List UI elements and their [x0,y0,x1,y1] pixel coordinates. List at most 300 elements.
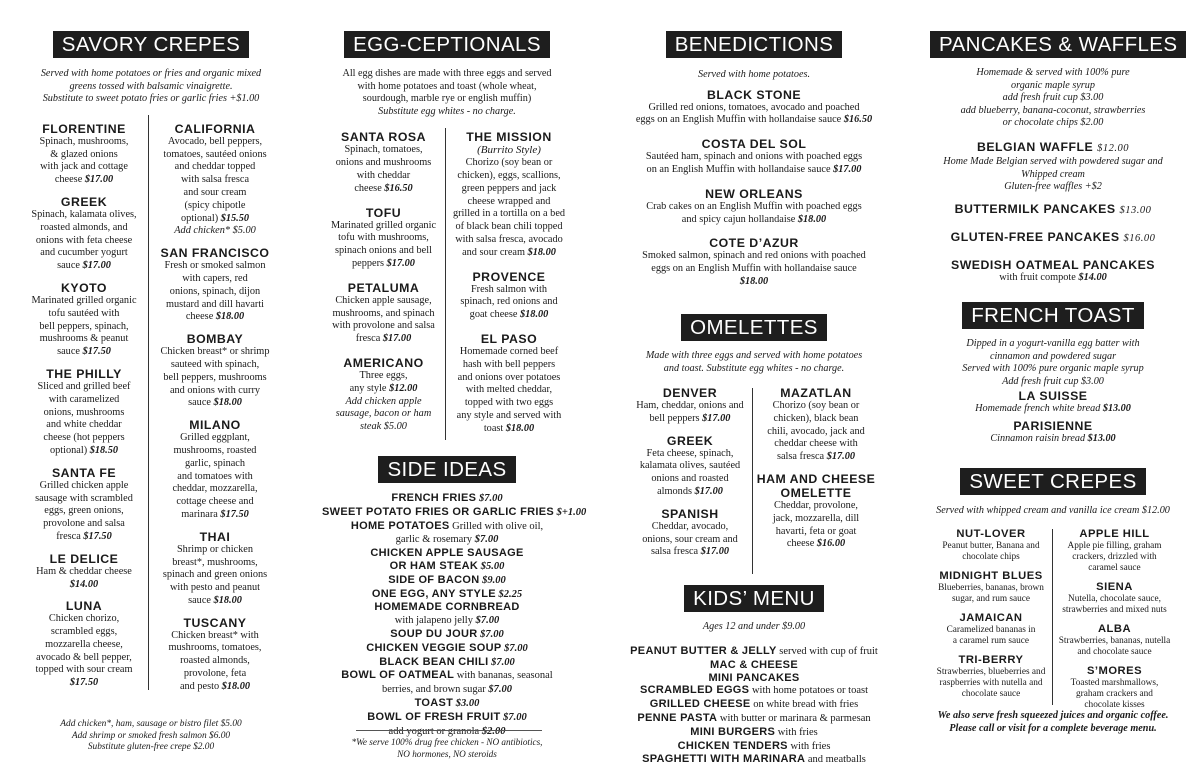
swedish-pancakes-item [930,258,1176,285]
sweet-crepe-name: NUT-LOVER [956,528,1026,540]
menu-item-desc: onions, mushrooms [43,406,125,418]
kids-note: Ages 12 and under $9.00 [702,621,806,632]
menu-item-name: LUNA [65,599,103,614]
side-item-price: $2.00 [479,725,506,737]
menu-item-name: THE PHILLY [46,366,122,381]
menu-item-name: NEW ORLEANS [705,186,803,201]
kids-item-desc: with home potatoes or toast [749,685,869,697]
chicken-footnote-1: *We serve 100% drug free chicken - NO antibiotics, [351,737,543,747]
menu-item-desc: and white cheddar [46,419,122,431]
menu-item-desc: Marinated grilled organic [31,294,137,306]
kids-item-desc: served with cup of fruit [776,646,878,657]
menu-item-desc: Grilled chicken apple [39,479,129,491]
menu-item-desc: sauce [188,397,214,409]
side-item-price: $7.00 [476,493,503,504]
side-item-name: SWEET POTATO FRIES OR GARLIC FRIES [322,505,555,518]
menu-item-desc: Feta cheese, spinach, [646,447,734,459]
menu-item-price: $18.00 [520,309,549,321]
sweet-crepe-desc: crackers, drizzled with [1072,552,1157,562]
kids-item-name: CHICKEN TENDERS [677,739,788,752]
menu-item-desc: Chicken breast* or shrimp [160,346,270,358]
menu-item-price: $17.00 [386,257,415,269]
menu-item-desc: and sour cream [183,186,247,198]
menu-item-desc: roasted almonds, and [40,221,128,233]
sweet-crepe-name: TRI-BERRY [958,654,1024,666]
menu-item-desc: avocado & bell pepper, [36,651,132,663]
sweet-crepe-item [1053,622,1176,658]
kids-item-name: PEANUT BUTTER & JELLY [630,645,777,657]
omelettes-left-list [628,386,752,574]
menu-item-desc: Ham & cheddar cheese [36,565,132,577]
menu-item [20,552,148,592]
menu-item-last-line [149,595,281,608]
menu-item-desc: salsa fresca [776,451,827,463]
menu-item-desc: Homemade corned beef [459,345,559,357]
menu-item-desc: spinach, red onions and [460,296,558,308]
menu-item-price: $17.50 [69,677,99,689]
side-item [322,642,572,656]
menu-item-name: PETALUMA [347,280,420,295]
menu-item-price: $17.00 [826,451,856,463]
side-item-name: SIDE OF BACON [388,573,480,586]
menu-item-desc: Fresh or smoked salmon [164,260,266,272]
menu-item-desc: eggs on an English Muffin with hollandaise sauce [651,263,857,275]
side-item [322,601,572,614]
french-note-4: Add fresh fruit cup $3.00 [1002,375,1104,387]
parisienne-price: $13.00 [1087,432,1116,444]
menu-item [149,332,281,410]
menu-item-desc: salsa fresca [650,546,701,558]
sweet-crepe-item [1053,527,1176,574]
side-item [322,505,587,520]
savory-footnote-1: Add chicken*, ham, sausage or bistro filet $5.00 [60,719,242,729]
menu-item-last-line [149,681,281,694]
menu-item-last-line [628,214,880,227]
menu-item-addon: Add chicken apple [345,395,422,407]
buttermilk-price: $13.00 [1119,204,1152,216]
menu-item-desc: and onions over potatoes [457,371,561,383]
menu-item-price: $17.50 [83,530,112,542]
bene-note: Served with home potatoes. [697,69,811,80]
side-item-price: $2.25 [495,588,523,600]
kids-item [616,726,892,740]
side-item-name: TOAST [414,696,454,709]
menu-item-price: $18.50 [89,444,119,456]
parisienne-desc: Cinnamon raisin bread [990,432,1086,444]
kids-item-desc: with fries [787,740,831,752]
menu-item-name: KYOTO [60,280,107,295]
benedictions-column [628,0,880,778]
menu-item-last-line [149,397,281,410]
menu-item-last-line [753,538,879,551]
side-item [322,614,572,628]
parisienne-name: PARISIENNE [1013,418,1093,433]
sweet-crepe-desc: Apple pie filling, graham [1067,541,1162,551]
french-note-3: Served with 100% pure organic maple syrup [962,363,1144,375]
beverage-note-2: Please call or visit for a complete beverage menu. [949,722,1157,734]
side-item-price: $7.00 [485,684,513,696]
menu-item-desc: Sautéed ham, spinach and onions with poached eggs [645,151,863,163]
menu-item-desc: optional) [49,444,90,456]
menu-item-name: COSTA DEL SOL [701,137,807,152]
menu-item-desc: mushrooms, tomatoes, [168,642,262,654]
buttermilk-name: BUTTERMILK PANCAKES [954,201,1116,216]
side-item-price: $5.00 [478,560,505,572]
menu-item-name: GREEK [60,194,108,209]
menu-item-desc: and pesto [179,680,222,692]
side-item [322,669,572,683]
omelettes-right-list [753,386,879,574]
menu-item-desc: sausage with scrambled [35,492,133,504]
menu-item-price: $18.00 [505,422,535,434]
menu-item-price: $18.00 [213,397,242,409]
belgian-waffle-item [930,140,1176,194]
menu-item-name: COTE D’AZUR [709,236,799,251]
menu-item-name: LE DELICE [49,551,119,566]
menu-item-price: $18.00 [215,311,245,323]
menu-item-desc: Spinach, mushrooms, [39,135,129,147]
pancakes-note-4: add blueberry, banana-coconut, strawberries [960,104,1146,116]
menu-item-desc: on an English Muffin with hollandaise sauce [646,163,834,175]
menu-item-desc: cheese [354,182,385,194]
menu-item-last-line [628,114,880,127]
menu-item-desc: & glazed onions [50,148,118,160]
menu-item-desc: roasted almonds, [180,655,250,667]
menu-item-last-line [20,260,148,273]
side-item-name: CHICKEN VEGGIE SOUP [366,641,502,654]
menu-item-last-line [628,413,752,426]
menu-item-last-line [628,486,752,499]
menu-item-desc: jack, mozzarella, dill [772,512,860,524]
menu-item-desc: Avocado, bell peppers, [167,135,263,147]
kids-item [616,672,892,685]
menu-item-desc: spinach and green onions [162,569,268,581]
menu-item [20,466,148,544]
kids-item-desc: with fries [775,726,818,738]
swedish-name: SWEDISH OATMEAL PANCAKES [951,257,1155,272]
pancakes-header: PANCAKES & WAFFLES [930,31,1186,58]
side-item [322,560,572,574]
sweet-crepe-desc: raspberries with nutella and [939,678,1043,688]
kids-menu-list [616,645,892,767]
kids-item-name: GRILLED CHEESE [649,698,751,711]
menu-item-name: PROVENCE [472,269,546,284]
savory-left-list [20,111,148,694]
side-ideas-list [322,492,587,738]
menu-item-last-line [149,509,281,522]
menu-item-desc: sauce [57,346,83,358]
menu-item-desc: Shrimp or chicken [176,543,254,555]
sweet-right-list [1053,527,1176,711]
side-item-price: $7.00 [488,656,515,668]
menu-item-desc: (spicy chipotle [184,199,246,211]
benedictions-header: BENEDICTIONS [666,31,843,58]
side-item-price: $7.00 [472,615,500,627]
menu-item-last-line [20,174,148,187]
chicken-footnote-2: NO hormones, NO steroids [397,748,497,759]
side-item-price: $+1.00 [554,506,587,518]
menu-item-desc: Cheddar, provolone, [774,499,858,511]
side-item-price: $3.00 [453,697,480,709]
side-item [322,520,572,534]
sweet-left-list [930,527,1052,711]
menu-item-desc: Marinated grilled organic [330,219,437,231]
side-item-desc: add yogurt or granola [388,725,480,737]
menu-item-desc: cheese (hot peppers [43,432,125,444]
menu-item-desc: topped with sour cream [35,664,133,676]
menu-item-desc: chili, avocado, jack and [767,425,865,437]
pancakes-note-3: add fresh fruit cup $3.00 [1002,92,1104,104]
menu-item [20,367,148,458]
menu-item-desc: sauce [188,594,214,606]
menu-item-last-line [149,213,281,226]
menu-item-desc: havarti, feta or goat [775,525,857,537]
side-item-price: $7.00 [477,628,504,640]
savory-note-3: Substitute to sweet potato fries or garlic fries +$1.00 [42,93,260,105]
sweet-crepe-desc: and chocolate sauce [1077,647,1152,657]
menu-item-desc: bell peppers [649,412,703,424]
gluten-free-pancakes-item [930,230,1176,246]
sweet-crepe-item [930,653,1052,700]
egg-note-1: All egg dishes are made with three eggs and served [342,68,552,79]
menu-item-name: HAM AND CHEESE OMELETTE [756,471,876,500]
sweet-crepe-desc: chocolate sauce [961,689,1021,699]
menu-item-desc: tofu sautéed with [48,307,120,319]
menu-item-price: $17.50 [82,346,111,358]
side-item [322,697,572,711]
menu-item-desc: garlic, spinach [184,457,246,469]
side-item [322,492,572,506]
kids-item-desc: with butter or marinara & parmesan [717,712,871,724]
menu-item-name: EL PASO [480,331,538,346]
menu-item [322,206,445,271]
kids-item [616,712,892,726]
menu-item-desc: any style and served with [456,409,562,421]
menu-item-desc: sauteed with spinach, [170,358,260,370]
menu-item-desc: cottage cheese and [176,496,254,508]
side-item-name: ONE EGG, ANY STYLE [371,587,496,600]
side-item-price: $7.00 [500,711,527,723]
menu-item-desc: with caramelized [48,393,120,405]
omelettes-note-1: Made with three eggs and served with home potatoes [645,350,863,361]
menu-item-desc: provolone and salsa [43,518,125,530]
menu-item [628,236,880,288]
side-item-price: $7.00 [501,642,528,654]
menu-item [149,530,281,608]
kids-item [616,753,892,767]
menu-item-price: $17.00 [702,412,731,424]
menu-item [322,356,445,434]
side-item [322,588,572,602]
menu-item-desc: topped with two eggs [464,397,554,409]
kids-item [616,740,892,754]
menu-item-desc: Three eggs, [359,369,408,381]
sweet-crepe-name: MIDNIGHT BLUES [939,570,1043,582]
menu-item-desc: scrambled eggs, [50,626,118,638]
belgian-waffle-price: $12.00 [1097,142,1130,154]
menu-item-desc: and cheddar topped [174,161,256,173]
menu-item-desc: onions and roasted [651,473,729,485]
side-item [322,628,572,642]
side-item-desc: berries, and brown sugar [381,684,486,696]
menu-item-desc: onions and mushrooms [335,157,432,169]
la-suisse-name: LA SUISSE [1018,389,1088,404]
menu-item-name: DENVER [662,386,718,400]
menu-item [628,434,752,499]
menu-item-desc: Chorizo (soy bean or [465,157,553,169]
sweet-crepes-note: Served with whipped cream and vanilla ice cream $12.00 [936,505,1170,516]
sweet-crepe-item [930,569,1052,605]
divider [356,730,542,731]
eggceptionals-header: EGG-CEPTIONALS [344,31,550,58]
menu-item-last-line [322,333,445,346]
menu-item [446,270,572,322]
menu-item-desc: fresca [56,530,84,542]
menu-item-desc: and tomatoes with [177,470,253,482]
menu-item [628,386,752,426]
kids-item [616,645,892,659]
menu-item-desc: with cheddar [356,169,411,181]
kids-item [616,684,892,698]
sweet-crepe-name: SIENA [1096,581,1133,593]
menu-item-desc: Ham, cheddar, onions and [636,400,744,411]
menu-item-desc: Fresh salmon with [470,283,548,295]
menu-item-last-line [446,247,572,260]
menu-item-price: $12.00 [389,382,418,394]
side-item-name: BOWL OF FRESH FRUIT [367,710,501,723]
menu-item-desc: toast [483,422,506,434]
menu-item-price: $17.00 [700,546,730,558]
menu-item-name: MILANO [189,418,241,433]
menu-item-addon: sausage, bacon or ham [335,408,432,420]
menu-item [149,122,281,238]
menu-item-desc: with salsa fresca [180,174,250,186]
menu-item-desc: goat cheese [469,309,520,321]
kids-item-desc: and meatballs [805,754,866,766]
kids-item-desc: on white bread with fries [750,699,859,711]
menu-item-last-line [149,311,281,324]
menu-item-desc: Smoked salmon, spinach and red onions with poached [642,250,866,262]
menu-item-name: BLACK STONE [706,87,802,102]
menu-item-desc: cheddar cheese with [774,438,858,450]
menu-item-desc: Chicken chorizo, [48,613,120,625]
menu-item-price: $17.00 [833,163,862,175]
menu-item-desc: mushrooms, roasted [173,444,257,456]
menu-item-name: TUSCANY [183,615,247,630]
belgian-waffle-desc-1: Home Made Belgian served with powdered sugar and [943,155,1163,167]
menu-item [149,418,281,522]
menu-item-price: $16.00 [816,538,846,550]
egg-right-list [446,126,572,440]
kids-item-name: SCRAMBLED EGGS [639,684,750,697]
side-item-price: $7.00 [472,534,499,546]
menu-item-desc: spinach onions and bell [335,245,432,257]
french-toast-header: FRENCH TOAST [962,302,1144,329]
side-item [322,711,572,725]
menu-item-name: SANTA FE [51,465,117,480]
sweet-crepe-desc: caramel sauce [1088,563,1141,573]
menu-item-last-line [446,309,572,322]
menu-item-desc: with salsa fresca, avocado [455,233,563,245]
menu-item [753,386,879,464]
menu-item-name: AMERICANO [343,355,424,370]
menu-item-addon: Add chicken* $5.00 [174,225,256,237]
menu-item-last-line [628,164,880,177]
french-note-2: cinnamon and powdered sugar [989,350,1117,362]
menu-item-last-line [20,346,148,359]
side-item-name: OR HAM STEAK [389,559,479,572]
menu-item-desc: onions, sour cream and [642,533,738,545]
menu-item [149,616,281,694]
sweet-crepe-desc: Toasted marshmallows, [1070,678,1159,688]
menu-item-desc: marinara [181,508,221,520]
menu-item-desc: Grilled red onions, tomatoes, avocado and poached [648,101,860,113]
menu-item-price: $18.00 [797,213,827,225]
menu-item-desc: Chorizo (soy bean or [772,400,860,411]
menu-item-last-line [628,276,880,289]
side-item [322,574,572,588]
menu-item-desc: provolone, feta [183,668,247,680]
sweet-crepe-desc: Peanut butter, Banana and [942,541,1040,551]
omelettes-note-2: and toast. Substitute egg whites - no charge. [663,362,845,374]
menu-item-desc: any style [349,382,390,394]
sweet-crepe-item [930,527,1052,563]
menu-item [446,130,572,259]
menu-item-desc: optional) [180,212,221,224]
menu-item-price: $17.00 [382,333,412,345]
menu-item-desc: Chicken breast* with [171,629,259,641]
side-item-name: HOMEMADE CORNBREAD [374,601,520,614]
menu-item-desc: with provolone and salsa [332,320,435,332]
menu-item-desc: hash with bell peppers [462,358,556,370]
sweet-crepe-name: ALBA [1097,623,1132,635]
menu-item-last-line [446,423,572,436]
menu-item-desc: bell peppers, spinach, [39,320,129,332]
menu-item-desc: grilled in a tortilla on a bed [452,208,566,220]
menu-item-name: THAI [199,529,231,544]
sweet-crepe-desc: strawberries and mixed nuts [1062,605,1167,615]
menu-item [628,507,752,559]
benedictions-list [628,88,880,289]
menu-item-desc: mushrooms & peanut [39,333,129,345]
menu-item [20,195,148,273]
menu-item [20,281,148,359]
gluten-free-price: $16.00 [1123,232,1156,244]
menu-item-desc: and onions with curry [169,384,261,396]
sweet-crepe-desc: sugar, and rum sauce [951,594,1031,604]
side-item-name: BOWL OF OATMEAL [341,669,455,682]
sweet-crepe-desc: Blueberries, bananas, brown [938,583,1044,593]
menu-item-desc: eggs on an English Muffin with hollandaise sauce [635,114,844,126]
pancakes-note-2: organic maple syrup [1011,79,1095,91]
menu-item-price: $17.00 [84,174,114,186]
omelettes-header: OMELETTES [681,314,827,341]
egg-left-list [322,126,445,440]
sweet-crepe-desc: chocolate chips [962,552,1020,562]
sweet-crepe-name: APPLE HILL [1079,528,1150,540]
menu-item [20,599,148,690]
menu-item-desc: Cheddar, avocado, [651,520,729,532]
menu-item-price: $16.50 [384,182,413,194]
side-item-price: $9.00 [479,574,506,586]
swedish-desc: with fruit compote [999,271,1076,283]
menu-item [446,332,572,436]
side-item-name: BLACK BEAN CHILI [379,655,489,668]
beverage-note-1: We also serve fresh squeezed juices and organic coffee. [937,710,1169,721]
menu-item-last-line [20,579,148,592]
side-item [322,547,572,560]
menu-item-name: THE MISSION [466,130,552,145]
